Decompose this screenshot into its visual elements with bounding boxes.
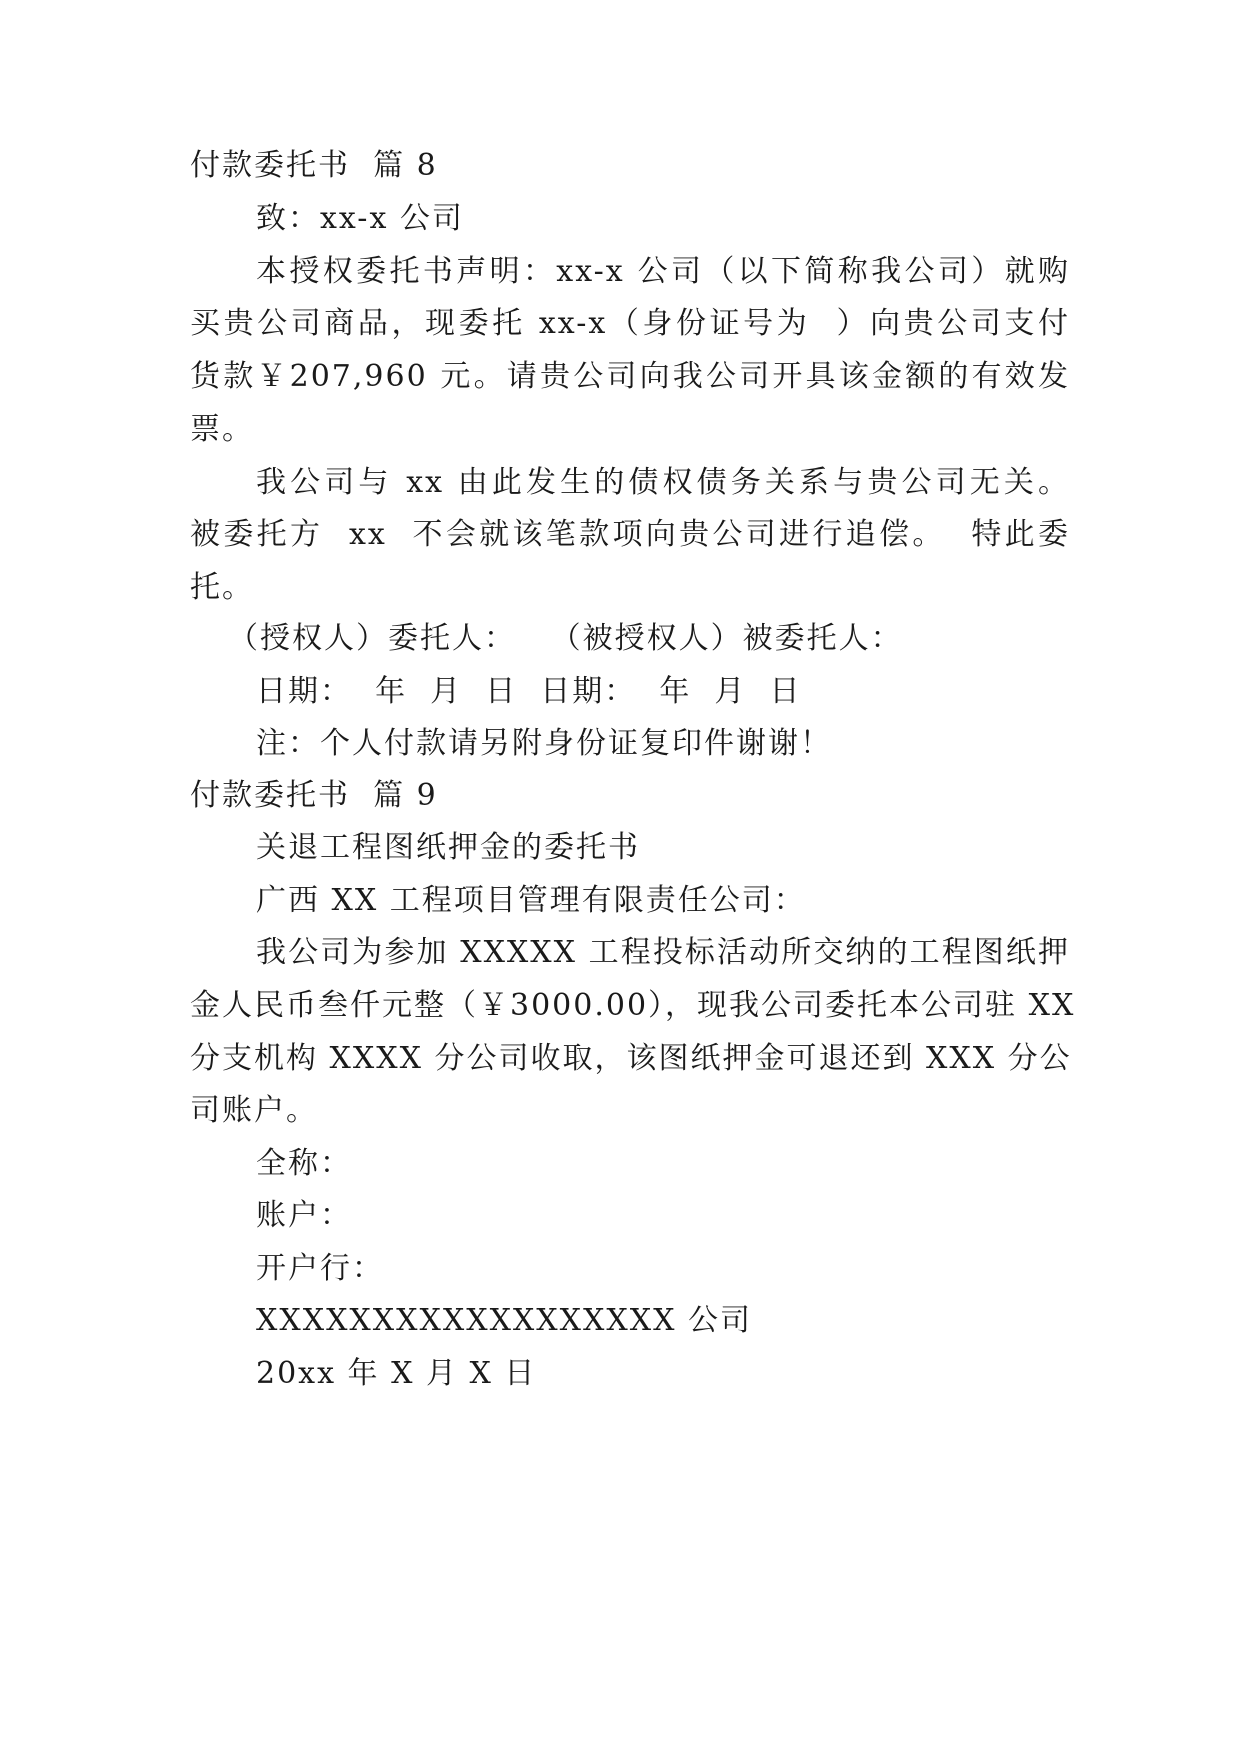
- signature-date: 20xx 年 X 月 X 日: [256, 1356, 537, 1391]
- section-8-recipient: 致：xx-x 公司: [256, 201, 464, 236]
- section-8-para1-line3: 货款￥207,960 元。请贵公司向我公司开具该金额的有效发: [190, 359, 1070, 394]
- section-9-recipient: 广西 XX 工程项目管理有限责任公司：: [256, 883, 806, 918]
- section-9-heading: 付款委托书 篇 9: [190, 778, 438, 813]
- section-9-para1-line3: 分支机构 XXXX 分公司收取，该图纸押金可退还到 XXX 分公: [190, 1041, 1072, 1076]
- section-9-para1-line4: 司账户。: [190, 1093, 318, 1128]
- full-name-label: 全称：: [256, 1146, 352, 1181]
- section-8-para2-line1: 我公司与 xx 由此发生的债权债务关系与贵公司无关。: [256, 465, 1070, 500]
- section-8-signers: （授权人）委托人： （被授权人）被委托人：: [228, 621, 903, 656]
- bank-label: 开户行：: [256, 1251, 384, 1286]
- section-9-para1-line1: 我公司为参加 XXXXX 工程投标活动所交纳的工程图纸押: [256, 935, 1070, 970]
- section-8-para1-line1: 本授权委托书声明：xx-x 公司（以下简称我公司）就购: [256, 254, 1070, 289]
- section-8-para2-line3: 托。: [190, 570, 254, 605]
- section-8-dates: 日期： 年 月 日 日期： 年 月 日: [256, 674, 802, 709]
- account-label: 账户：: [256, 1198, 352, 1233]
- section-8-para1-line2: 买贵公司商品，现委托 xx-x（身份证号为 ）向贵公司支付: [190, 306, 1070, 341]
- company-signature: XXXXXXXXXXXXXXXXXX 公司: [256, 1303, 752, 1338]
- section-8-para1-line4: 票。: [190, 412, 254, 447]
- section-9-title: 关退工程图纸押金的委托书: [256, 830, 640, 865]
- section-8-para2-line2: 被委托方 xx 不会就该笔款项向贵公司进行追偿。 特此委: [190, 517, 1070, 552]
- section-8-note: 注：个人付款请另附身份证复印件谢谢！: [256, 726, 832, 761]
- section-8-heading: 付款委托书 篇 8: [190, 148, 438, 183]
- section-9-para1-line2: 金人民币叁仟元整（￥3000.00），现我公司委托本公司驻 XX: [190, 988, 1076, 1023]
